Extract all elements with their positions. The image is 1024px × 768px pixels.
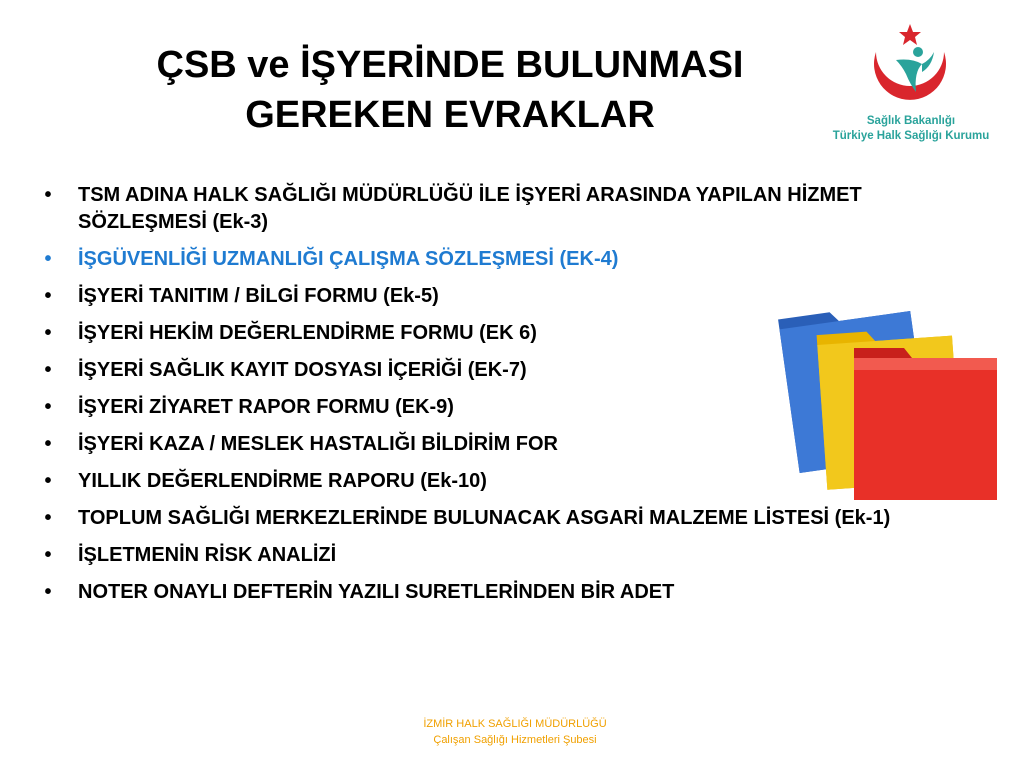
logo-text-line1: Sağlık Bakanlığı xyxy=(866,115,956,127)
list-item-text: İŞYERİ ZİYARET RAPOR FORMU (EK-9) xyxy=(78,396,454,418)
bullet-icon: • xyxy=(44,544,52,566)
list-item-text: İŞYERİ KAZA / MESLEK HASTALIĞI BİLDİRİM FOR xyxy=(78,433,558,455)
slide-title-line2: GEREKEN EVRAKLAR xyxy=(245,94,655,136)
list-item-text: İŞLETMENİN RİSK ANALİZİ xyxy=(78,544,337,566)
list-item xyxy=(38,542,978,569)
list-item-text: TOPLUM SAĞLIĞI MERKEZLERİNDE BULUNACAK ASGARİ MALZEME LİSTESİ (Ek-1) xyxy=(78,507,891,529)
list-item-text: İŞYERİ HEKİM DEĞERLENDİRME FORMU (EK 6) xyxy=(78,322,537,344)
list-item-text: İŞYERİ TANITIM / BİLGİ FORMU (Ek-5) xyxy=(78,285,439,307)
list-item-text: NOTER ONAYLI DEFTERİN YAZILI SURETLERİNDEN BİR ADET xyxy=(78,581,675,603)
bullet-icon: • xyxy=(44,184,52,206)
list-item-text: YILLIK DEĞERLENDİRME RAPORU (Ek-10) xyxy=(78,470,487,492)
logo-text-line2: Türkiye Halk Sağlığı Kurumu xyxy=(832,130,990,142)
bullet-icon: • xyxy=(44,396,52,418)
list-item-text: TSM ADINA HALK SAĞLIĞI MÜDÜRLÜĞÜ İLE İŞYERİ ARASINDA YAPILAN HİZMET SÖZLEŞMESİ (Ek-3) xyxy=(78,184,862,233)
list-item-text: İŞGÜVENLİĞİ UZMANLIĞI ÇALIŞMA SÖZLEŞMESİ (EK-4) xyxy=(78,248,619,270)
bullet-icon: • xyxy=(44,470,52,492)
bullet-icon: • xyxy=(44,248,52,270)
slide-title xyxy=(40,40,860,140)
ministry-logo xyxy=(818,22,1004,152)
bullet-icon: • xyxy=(44,507,52,529)
list-item-text: İŞYERİ SAĞLIK KAYIT DOSYASI İÇERİĞİ (EK-7) xyxy=(78,359,527,381)
logo-text xyxy=(818,114,1004,144)
bullet-icon: • xyxy=(44,359,52,381)
footer-line2: Çalışan Sağlığı Hizmetleri Şubesi xyxy=(433,734,597,746)
footer xyxy=(350,716,680,748)
bullet-icon: • xyxy=(44,433,52,455)
folders-icon xyxy=(772,290,1004,510)
list-item xyxy=(38,182,978,236)
bullet-icon: • xyxy=(44,322,52,344)
slide-title-line1: ÇSB ve İŞYERİNDE BULUNMASI xyxy=(156,44,744,86)
list-item xyxy=(38,246,978,273)
ministry-of-health-logo-icon xyxy=(818,22,1004,114)
footer-line1: İZMİR HALK SAĞLIĞI MÜDÜRLÜĞÜ xyxy=(423,718,607,730)
bullet-icon: • xyxy=(44,285,52,307)
folders-illustration xyxy=(772,290,1004,510)
bullet-icon: • xyxy=(44,581,52,603)
list-item xyxy=(38,579,978,606)
